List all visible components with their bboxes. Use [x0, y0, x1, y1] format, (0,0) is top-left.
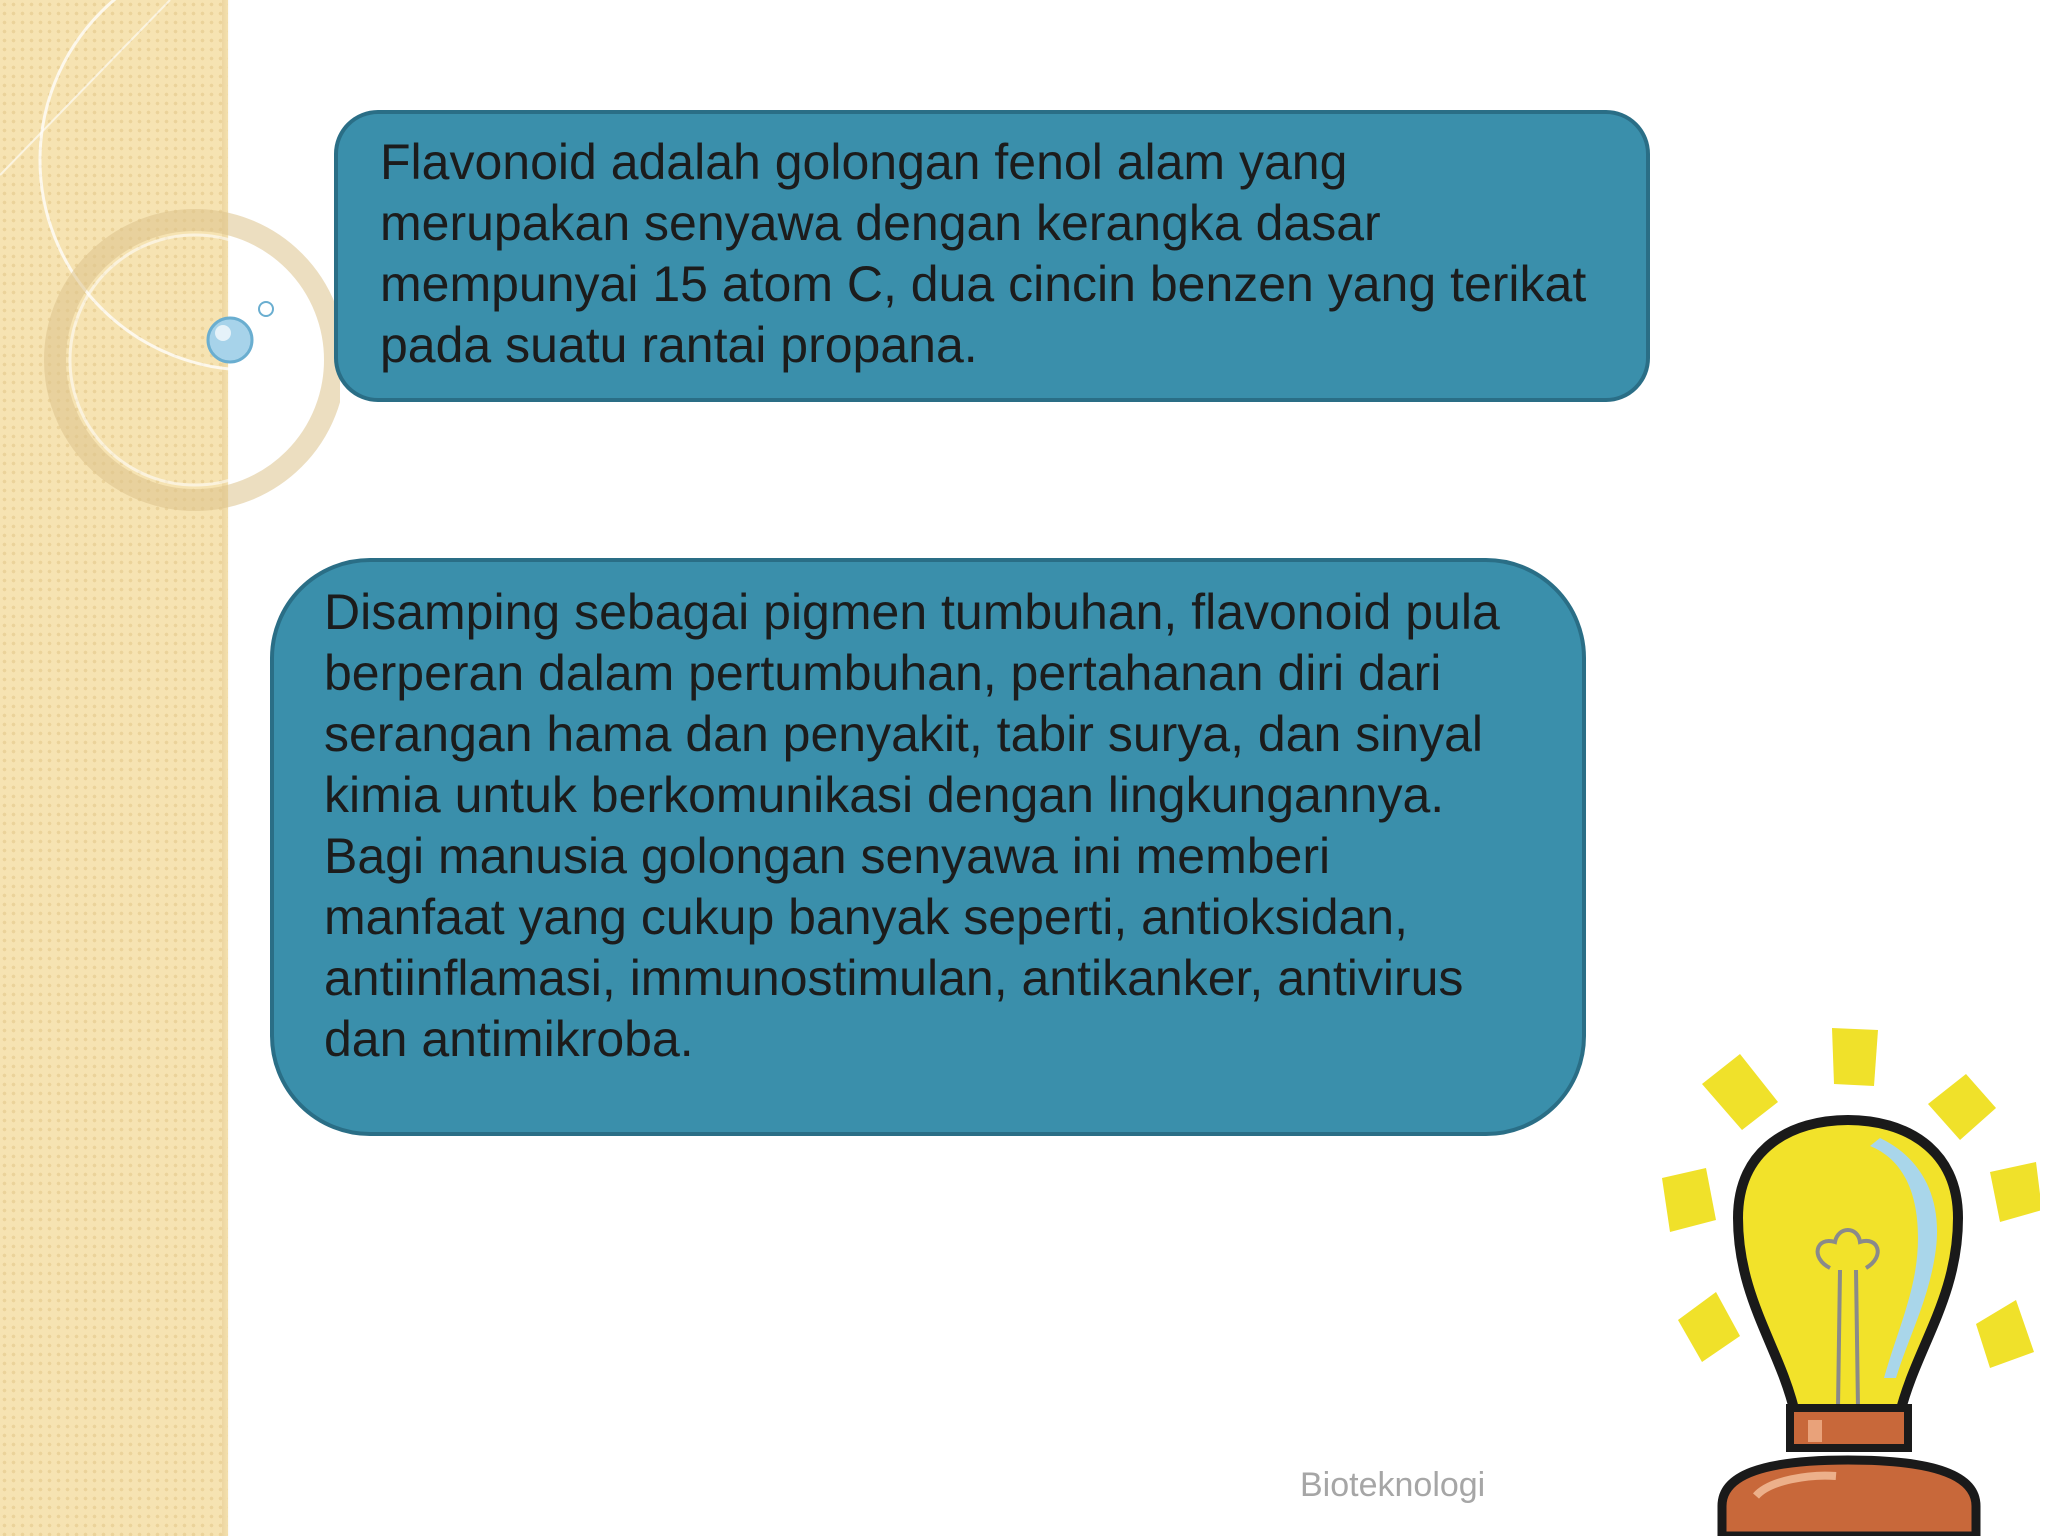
function-textbox: Disamping sebagai pigmen tumbuhan, flavonoid pula berperan dalam pertumbuhan, pertahanan diri dari serangan hama dan penyakit, tabir surya, dan sinyal kimia untuk berkomunikasi dengan lingkungannya. Bagi manusia golongan senyawa ini memberi manfaat yang cukup banyak seperti, antioksidan, antiinflamasi, immunostimulan, antikanker, antivirus dan antimikroba. — [270, 558, 1586, 1136]
bubble-decoration — [208, 302, 273, 362]
lightbulb-icon — [1660, 1028, 2040, 1536]
definition-textbox: Flavonoid adalah golongan fenol alam yang merupakan senyawa dengan kerangka dasar mempunyai 15 atom C, dua cincin benzen yang terikat pada suatu rantai propana. — [334, 110, 1650, 402]
footer-text: Bioteknologi — [1300, 1466, 1486, 1504]
ring-decoration — [0, 0, 340, 520]
